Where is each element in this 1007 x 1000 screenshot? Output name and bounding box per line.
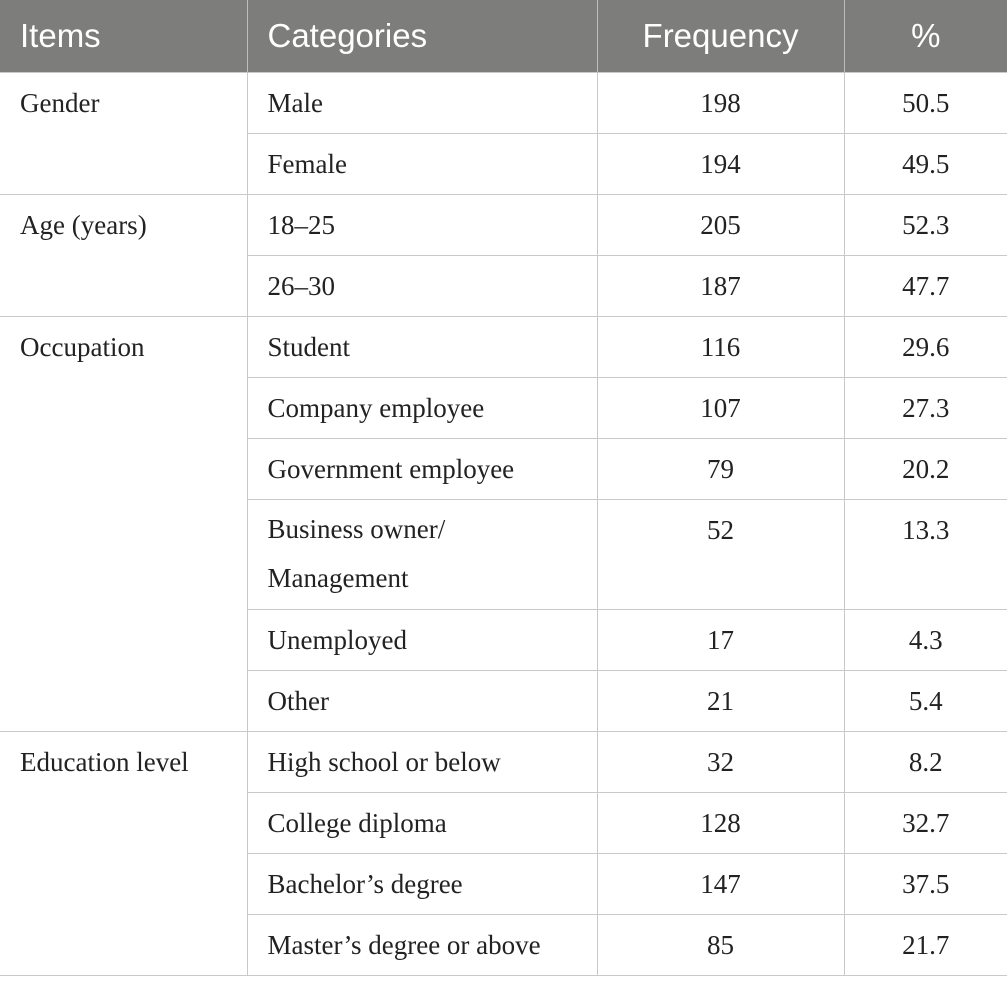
frequency-cell: 116	[597, 317, 844, 378]
category-cell	[247, 500, 597, 610]
item-education: Education level	[0, 732, 247, 976]
percent-cell: 5.4	[844, 671, 1007, 732]
percent-cell: 20.2	[844, 439, 1007, 500]
percent-cell: 50.5	[844, 73, 1007, 134]
item-occupation: Occupation	[0, 317, 247, 732]
percent-cell: 49.5	[844, 134, 1007, 195]
frequency-cell: 147	[597, 854, 844, 915]
category-cell: Master’s degree or above	[247, 915, 597, 976]
header-row	[0, 0, 1007, 73]
category-cell: Bachelor’s degree	[247, 854, 597, 915]
percent-cell: 13.3	[844, 500, 1007, 610]
category-cell: Government employee	[247, 439, 597, 500]
category-cell: 18–25	[247, 195, 597, 256]
item-age: Age (years)	[0, 195, 247, 317]
table-row	[0, 317, 1007, 378]
percent-cell: 29.6	[844, 317, 1007, 378]
percent-cell: 52.3	[844, 195, 1007, 256]
category-line-1: Business owner/	[267, 514, 446, 544]
frequency-cell: 21	[597, 671, 844, 732]
category-cell: Student	[247, 317, 597, 378]
table-body	[0, 73, 1007, 976]
frequency-cell: 128	[597, 793, 844, 854]
frequency-cell: 52	[597, 500, 844, 610]
frequency-cell: 198	[597, 73, 844, 134]
item-gender: Gender	[0, 73, 247, 195]
percent-cell: 21.7	[844, 915, 1007, 976]
frequency-cell: 85	[597, 915, 844, 976]
category-cell: Other	[247, 671, 597, 732]
category-cell: Male	[247, 73, 597, 134]
frequency-cell: 187	[597, 256, 844, 317]
header-categories: Categories	[247, 0, 597, 73]
percent-cell: 27.3	[844, 378, 1007, 439]
frequency-cell: 194	[597, 134, 844, 195]
header-items: Items	[0, 0, 247, 73]
category-cell: 26–30	[247, 256, 597, 317]
header-percent: %	[844, 0, 1007, 73]
category-line-2: Management	[267, 563, 409, 593]
table-row	[0, 732, 1007, 793]
frequency-cell: 32	[597, 732, 844, 793]
percent-cell: 37.5	[844, 854, 1007, 915]
percent-cell: 8.2	[844, 732, 1007, 793]
category-cell: High school or below	[247, 732, 597, 793]
category-cell: College diploma	[247, 793, 597, 854]
frequency-cell: 205	[597, 195, 844, 256]
percent-cell: 4.3	[844, 610, 1007, 671]
percent-cell: 32.7	[844, 793, 1007, 854]
table-row	[0, 195, 1007, 256]
table-row	[0, 73, 1007, 134]
category-cell: Female	[247, 134, 597, 195]
percent-cell: 47.7	[844, 256, 1007, 317]
table-header	[0, 0, 1007, 73]
header-frequency: Frequency	[597, 0, 844, 73]
frequency-cell: 107	[597, 378, 844, 439]
frequency-cell: 17	[597, 610, 844, 671]
frequency-cell: 79	[597, 439, 844, 500]
category-cell: Company employee	[247, 378, 597, 439]
category-cell: Unemployed	[247, 610, 597, 671]
